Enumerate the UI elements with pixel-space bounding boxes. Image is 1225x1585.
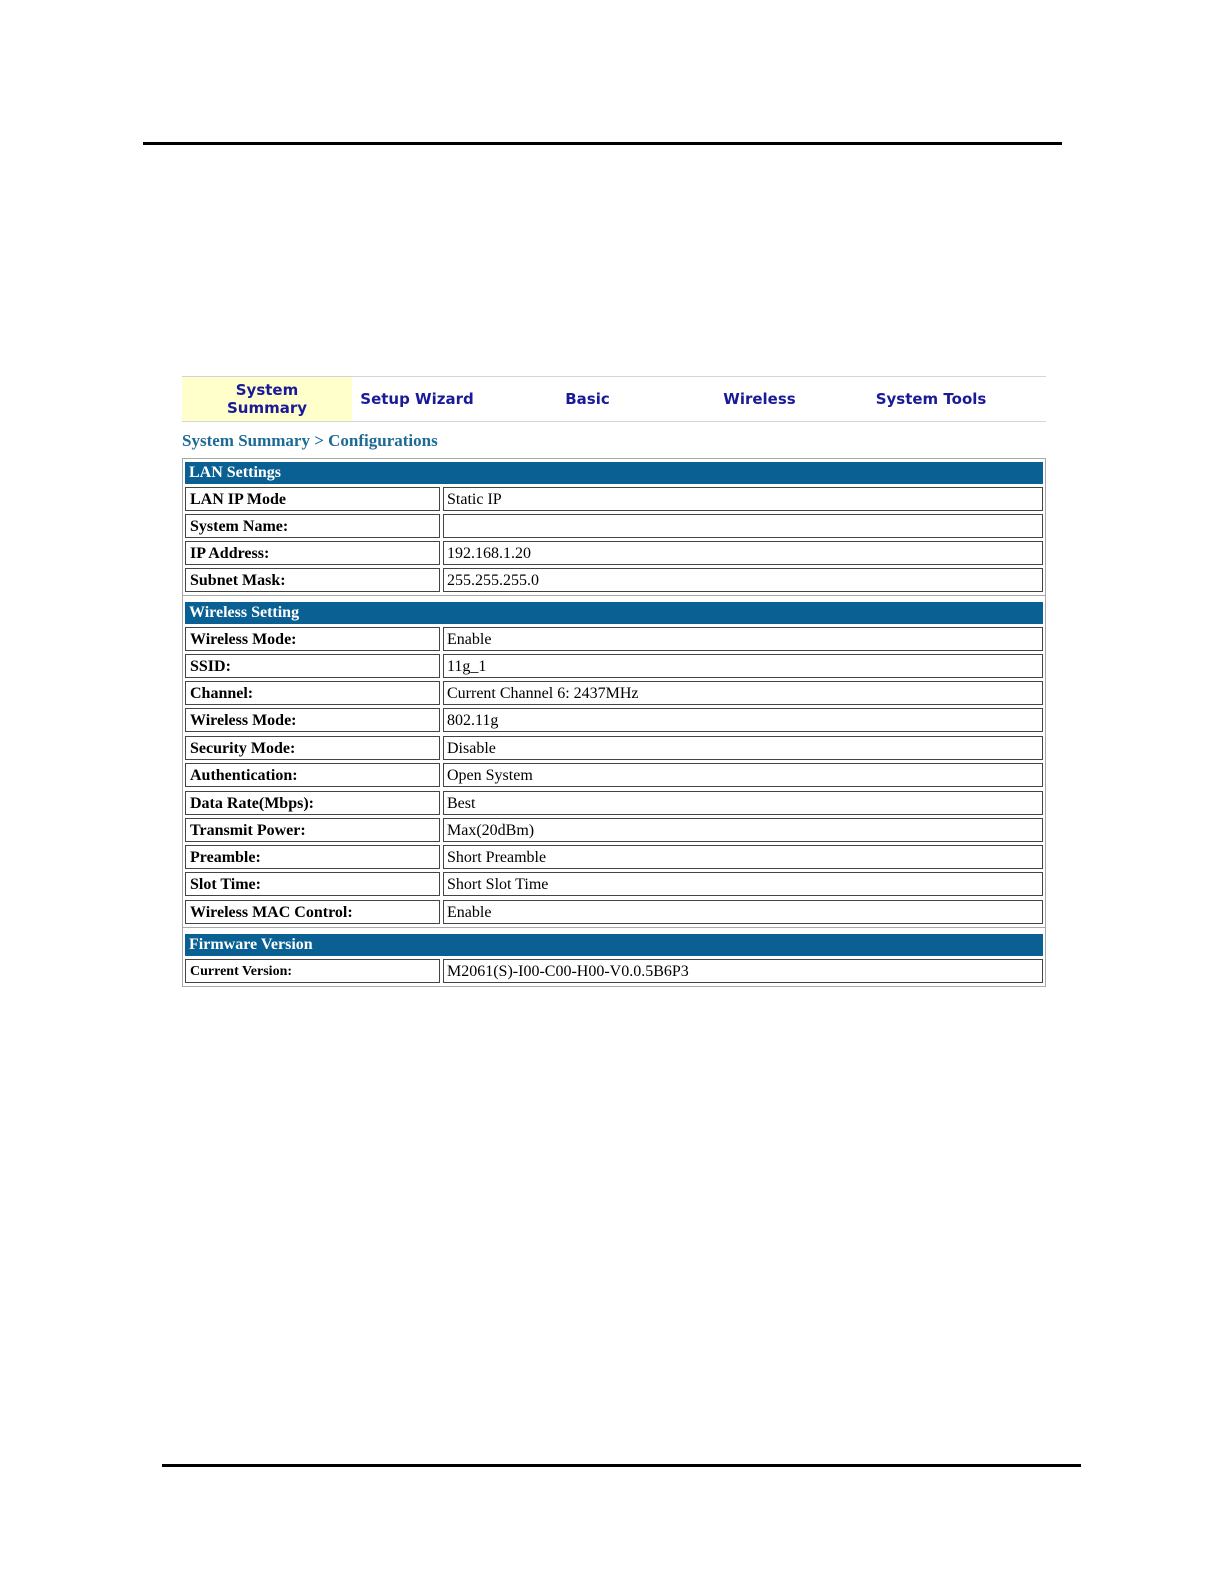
tab-wireless[interactable]: Wireless xyxy=(723,390,796,408)
wireless-mode-value: Enable xyxy=(443,627,1043,651)
lan-settings-header: LAN Settings xyxy=(185,462,1043,484)
table-row xyxy=(185,736,1043,760)
table-row xyxy=(185,541,1043,565)
router-config-ui xyxy=(182,376,1046,987)
wireless-standard-value: 802.11g xyxy=(443,708,1043,732)
top-navigation xyxy=(182,376,1046,422)
tab-system-tools[interactable]: System Tools xyxy=(875,390,987,408)
table-row xyxy=(185,708,1043,732)
tab-system-summary[interactable]: System Summary xyxy=(182,377,352,421)
current-version-label: Current Version: xyxy=(185,959,440,983)
bottom-horizontal-rule xyxy=(162,1464,1081,1467)
table-row xyxy=(185,654,1043,678)
table-row xyxy=(185,872,1043,896)
subnet-mask-value: 255.255.255.0 xyxy=(443,568,1043,592)
wireless-setting-header: Wireless Setting xyxy=(185,602,1043,624)
subnet-mask-label: Subnet Mask: xyxy=(185,568,440,592)
table-row xyxy=(185,845,1043,869)
wireless-mode-label: Wireless Mode: xyxy=(185,627,440,651)
wireless-standard-label: Wireless Mode: xyxy=(185,708,440,732)
authentication-value: Open System xyxy=(443,763,1043,787)
table-row xyxy=(185,627,1043,651)
top-horizontal-rule xyxy=(143,142,1062,145)
preamble-value: Short Preamble xyxy=(443,845,1043,869)
mac-control-label: Wireless MAC Control: xyxy=(185,900,440,924)
table-row xyxy=(185,791,1043,815)
breadcrumb: System Summary > Configurations xyxy=(182,431,438,450)
table-row xyxy=(185,900,1043,924)
table-row xyxy=(185,487,1043,511)
ip-address-value: 192.168.1.20 xyxy=(443,541,1043,565)
mac-control-value: Enable xyxy=(443,900,1043,924)
lan-ip-mode-label: LAN IP Mode xyxy=(185,487,440,511)
ip-address-label: IP Address: xyxy=(185,541,440,565)
lan-ip-mode-value: Static IP xyxy=(443,487,1043,511)
tab-basic[interactable]: Basic xyxy=(565,390,610,408)
slot-time-label: Slot Time: xyxy=(185,872,440,896)
section-divider xyxy=(183,595,1045,599)
ssid-value: 11g_1 xyxy=(443,654,1043,678)
system-name-label: System Name: xyxy=(185,514,440,538)
tab-setup-wizard[interactable]: Setup Wizard xyxy=(360,390,474,408)
security-mode-value: Disable xyxy=(443,736,1043,760)
current-version-value: M2061(S)-I00-C00-H00-V0.0.5B6P3 xyxy=(443,959,1043,983)
security-mode-label: Security Mode: xyxy=(185,736,440,760)
table-row xyxy=(185,681,1043,705)
authentication-label: Authentication: xyxy=(185,763,440,787)
preamble-label: Preamble: xyxy=(185,845,440,869)
channel-value: Current Channel 6: 2437MHz xyxy=(443,681,1043,705)
table-row xyxy=(185,818,1043,842)
configuration-panel xyxy=(182,458,1046,987)
data-rate-value: Best xyxy=(443,791,1043,815)
system-name-value xyxy=(443,514,1043,538)
data-rate-label: Data Rate(Mbps): xyxy=(185,791,440,815)
transmit-power-label: Transmit Power: xyxy=(185,818,440,842)
table-row xyxy=(185,959,1043,983)
section-divider xyxy=(183,927,1045,931)
table-row xyxy=(185,568,1043,592)
firmware-version-header: Firmware Version xyxy=(185,934,1043,956)
channel-label: Channel: xyxy=(185,681,440,705)
ssid-label: SSID: xyxy=(185,654,440,678)
transmit-power-value: Max(20dBm) xyxy=(443,818,1043,842)
slot-time-value: Short Slot Time xyxy=(443,872,1043,896)
table-row xyxy=(185,514,1043,538)
table-row xyxy=(185,763,1043,787)
